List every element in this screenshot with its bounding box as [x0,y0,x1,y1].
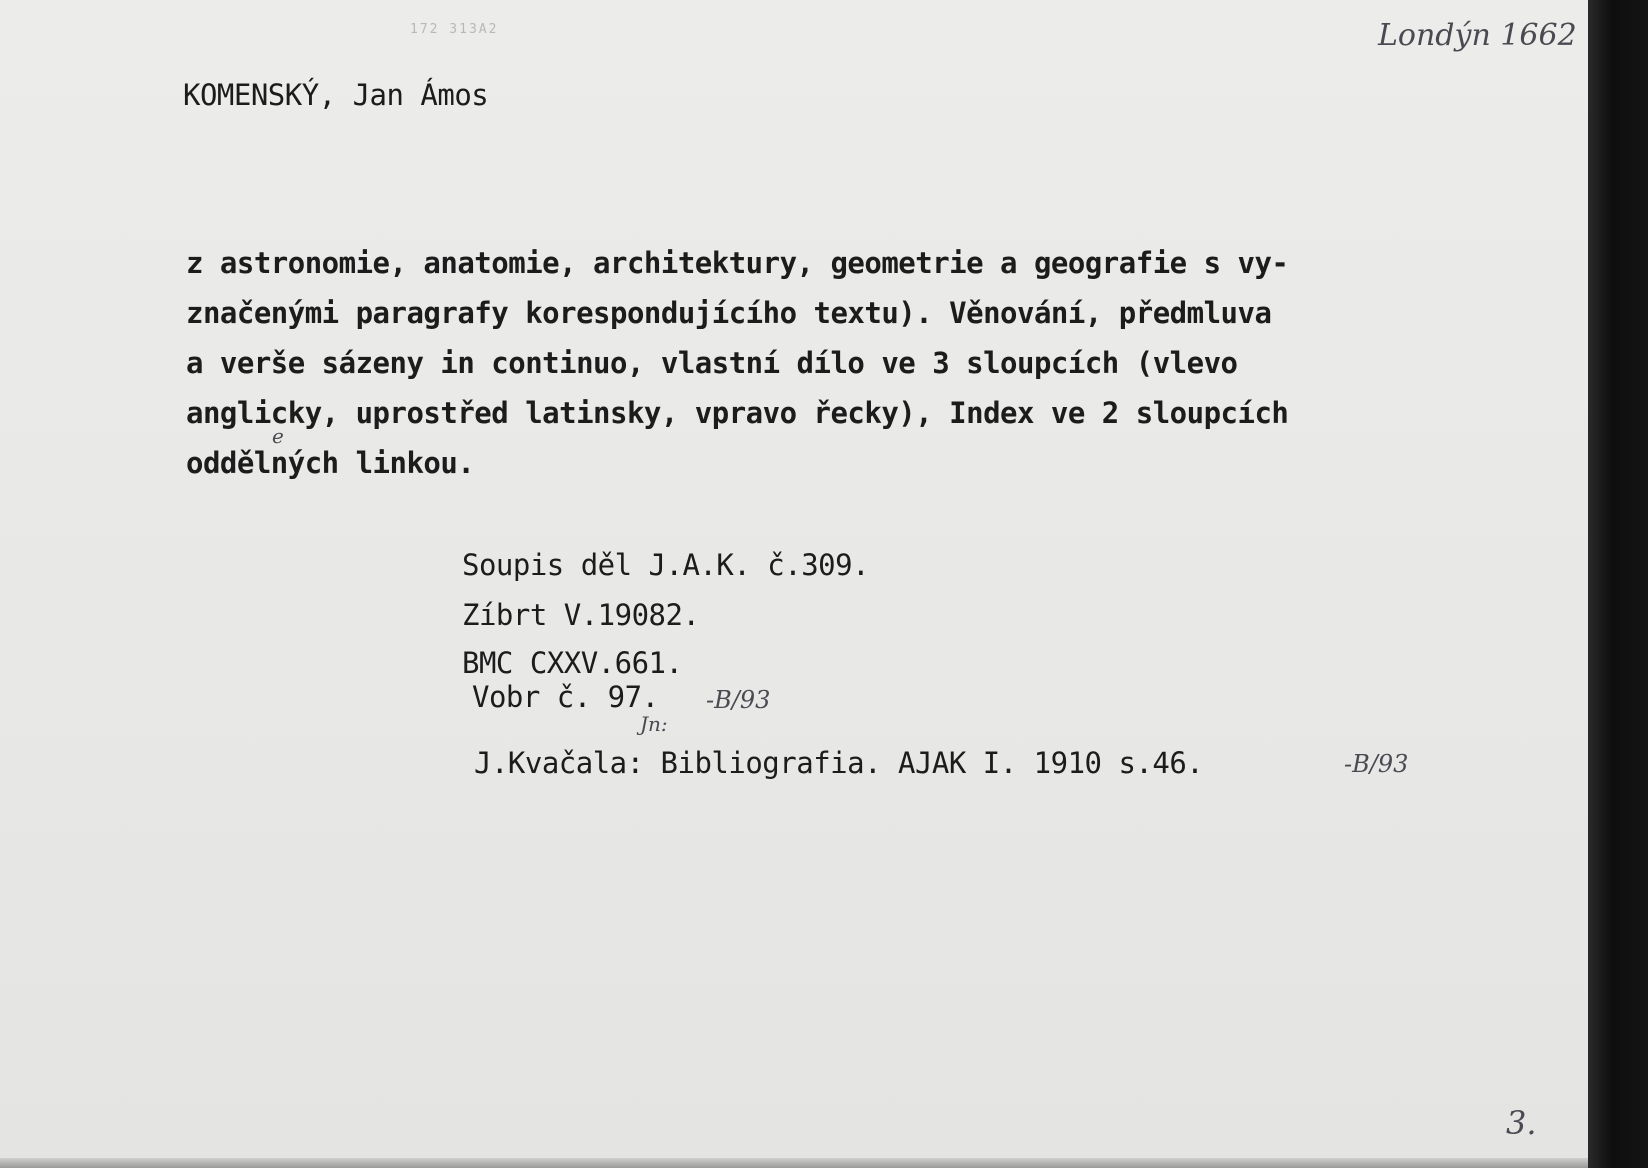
reference-hand-note: -B/93 [1344,750,1409,778]
reference-hand-note: -B/93 [706,686,771,714]
reference-line: Zíbrt V.19082. [462,598,700,632]
heading: KOMENSKÝ, Jan Ámos [183,78,489,112]
scan-background-edge [1588,0,1648,1168]
body-line: značenými paragrafy korespondujícího textu). Věnování, předmluva [186,296,1272,330]
body-correction: e [272,424,284,448]
reference-hand-insert: Jn: [640,712,668,736]
reference-line: Soupis děl J.A.K. č.309. [462,548,870,582]
body-line: a verše sázeny in continuo, vlastní dílo ve 3 sloupcích (vlevo [186,346,1238,380]
corner-note: Londýn 1662 [1378,18,1577,53]
reference-line: Vobr č. 97. [472,680,659,714]
top-faint-mark: 172 313A2 [410,22,499,37]
reference-line: BMC CXXV.661. [462,646,683,680]
reference-line: J.Kvačala: Bibliografia. AJAK I. 1910 s.46. [474,746,1204,780]
body-line: z astronomie, anatomie, architektury, geometrie a geografie s vy- [186,246,1289,280]
card-bottom-edge [0,1158,1592,1168]
body-line: anglicky, uprostřed latinsky, vpravo řecky), Index ve 2 sloupcích [186,396,1289,430]
page-number: 3. [1506,1104,1537,1142]
body-line: oddělných linkou. [186,446,475,480]
